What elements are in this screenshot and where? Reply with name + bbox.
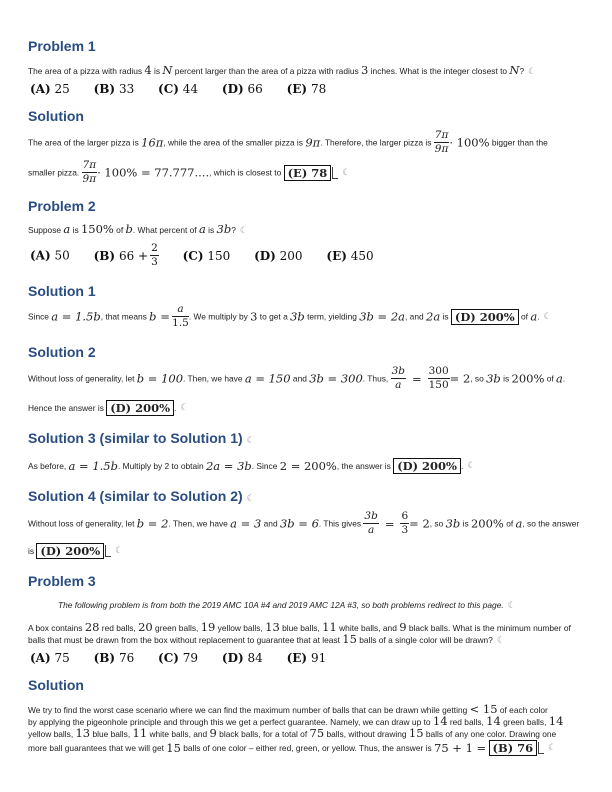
solution-p3-line-4: more ball guarantees that we will get 15 balls of one color – either red, green, or yellow. Thus, the answer is 75 + 1 = (B) 76 ☾ [28,741,557,755]
choice-e: (E) 91 [286,651,327,665]
permalink-icon[interactable]: ☾ [342,167,351,178]
problem-2-text: Suppose a is 150% of b. What percent of a is 3b? ☾ [28,222,248,236]
problem-3-choices [30,651,326,665]
solution-2-text: Without loss of generality, let b = 100. Then, we have a = 150 and 3b = 300. Thus, $\frac{3b}{a}$ = $\frac{300}{150}$ = 2, so 3b is 200% of a. [28,365,566,391]
solution-3-text: As before, a = 1.5b. Multiply by 2 to obtain 2a = 3b. Since 2 = 200%, the answer is (D) 200% . ☾ [28,459,476,473]
permalink-icon[interactable]: ☾ [507,601,516,611]
answer-box: (D) 200% [106,400,174,416]
choice-d: (D) 200 [254,248,303,263]
solution-4-heading: Solution 4 (similar to Solution 2) ☾ [28,488,255,504]
choice-a: (A) 75 [30,651,70,665]
choice-c: (C) 79 [158,651,199,665]
permalink-icon[interactable]: ☾ [543,311,552,322]
problem-2-choices: (A) 50 (B) 66 + $\frac{2}{3}$ (C) 150 (D) 200 (E) 450 [30,242,374,268]
solution-p3-line-1: We try to find the worst case scenario where we can find the maximum number of balls that can be drawn while getting < 15 of each color [28,702,548,716]
answer-box: (D) 200% [393,458,461,474]
permalink-icon[interactable]: ☾ [115,546,124,556]
solution-1-text: Since a = 1.5b, that means b = $\frac{a}{1.5}$ . We multiply by 3 to get a 3b term, yielding 3b = 2a, and 2a is (D) 200% of a. ☾ [28,303,552,329]
solution-4-text: Without loss of generality, let b = 2. Then, we have a = 3 and 3b = 6. This gives $\frac{3b}{a}$ = $\frac{6}{3}$ = 2, so 3b is 200% of a, so the answer [28,510,580,536]
solution-heading-p3: Solution [28,677,84,693]
choice-e: (E) 78 [286,82,327,96]
solution-2-answer: Hence the answer is (D) 200% . ☾ [28,401,189,415]
permalink-icon[interactable]: ☾ [467,461,476,471]
problem-2-heading: Problem 2 [28,198,96,214]
solution-line-1: The area of the larger pizza is 16π, while the area of the smaller pizza is 9π. Therefore, the larger pizza is $\frac{7\pi}{9\pi}$ · 100% bigger than the [28,129,548,155]
choice-d: (D) 84 [221,651,263,665]
problem-1-text: The area of a pizza with radius 4 is N percent larger than the area of a pizza with radius 3 inches. What is the integer closest to N? ☾ [28,63,537,77]
fraction: $\frac{7\pi}{9\pi}$ [434,129,449,155]
permalink-icon[interactable]: ☾ [528,67,537,77]
answer-box: (E) 78 [284,165,332,181]
permalink-icon[interactable]: ☾ [246,436,255,446]
solution-4-answer: is (D) 200% ☾ [28,544,124,558]
choice-b: (B) 66 + [93,248,149,263]
choice-a: (A) 25 [30,82,70,96]
answer-box: (D) 200% [36,543,104,559]
answer-box: (D) 200% [451,309,519,325]
solution-2-heading: Solution 2 [28,344,96,360]
permalink-icon[interactable]: ☾ [180,403,189,413]
choice-a: (A) 50 [30,248,70,263]
solution-1-heading: Solution 1 [28,283,96,299]
solution-heading: Solution [28,108,84,124]
fraction: $\frac{7\pi}{9\pi}$ [82,159,97,185]
choice-e: (E) 450 [326,248,374,263]
solution-3-heading: Solution 3 (similar to Solution 1) ☾ [28,430,255,446]
choice-b: (B) 33 [93,82,135,96]
solution-p3-line-2: by applying the pigeonhole principle and through this we get a perfect guarantee. Namely, we can draw up to 14 red balls, 14 green balls, 14 [28,714,564,728]
problem-1-choices [30,82,326,96]
permalink-icon[interactable]: ☾ [239,226,248,236]
choice-b: (B) 76 [93,651,135,665]
solution-line-2: smaller pizza. $\frac{7\pi}{9\pi}$ · 100% = 77.777...., which is closest to (E) 78 ☾ [28,159,351,185]
permalink-icon[interactable]: ☾ [246,494,255,504]
choice-c: (C) 150 [182,248,231,263]
choice-c: (C) 44 [158,82,199,96]
problem-3-text-2: balls that must be drawn from the box without replacement to guarantee that at least 15 balls of a single color will be drawn? ☾ [28,632,505,646]
permalink-icon[interactable]: ☾ [496,636,505,646]
problem-3-text-1: A box contains 28 red balls, 20 green balls, 19 yellow balls, 13 blue balls, 11 white balls, and 9 black balls. What is the minimum number of [28,620,571,634]
choice-d: (D) 66 [221,82,263,96]
permalink-icon[interactable]: ☾ [548,743,557,753]
problem-1-heading: Problem 1 [28,38,96,54]
solution-p3-line-3: yellow balls, 13 blue balls, 11 white balls, and 9 black balls, for a total of 75 balls, without drawing 15 balls of any one color. Drawing one [28,726,557,740]
problem-3-heading: Problem 3 [28,573,96,589]
redirect-note: The following problem is from both the 2019 AMC 10A #4 and 2019 AMC 12A #3, so both problems redirect to this page. ☾ [58,600,516,611]
answer-box: (B) 76 [489,740,538,756]
